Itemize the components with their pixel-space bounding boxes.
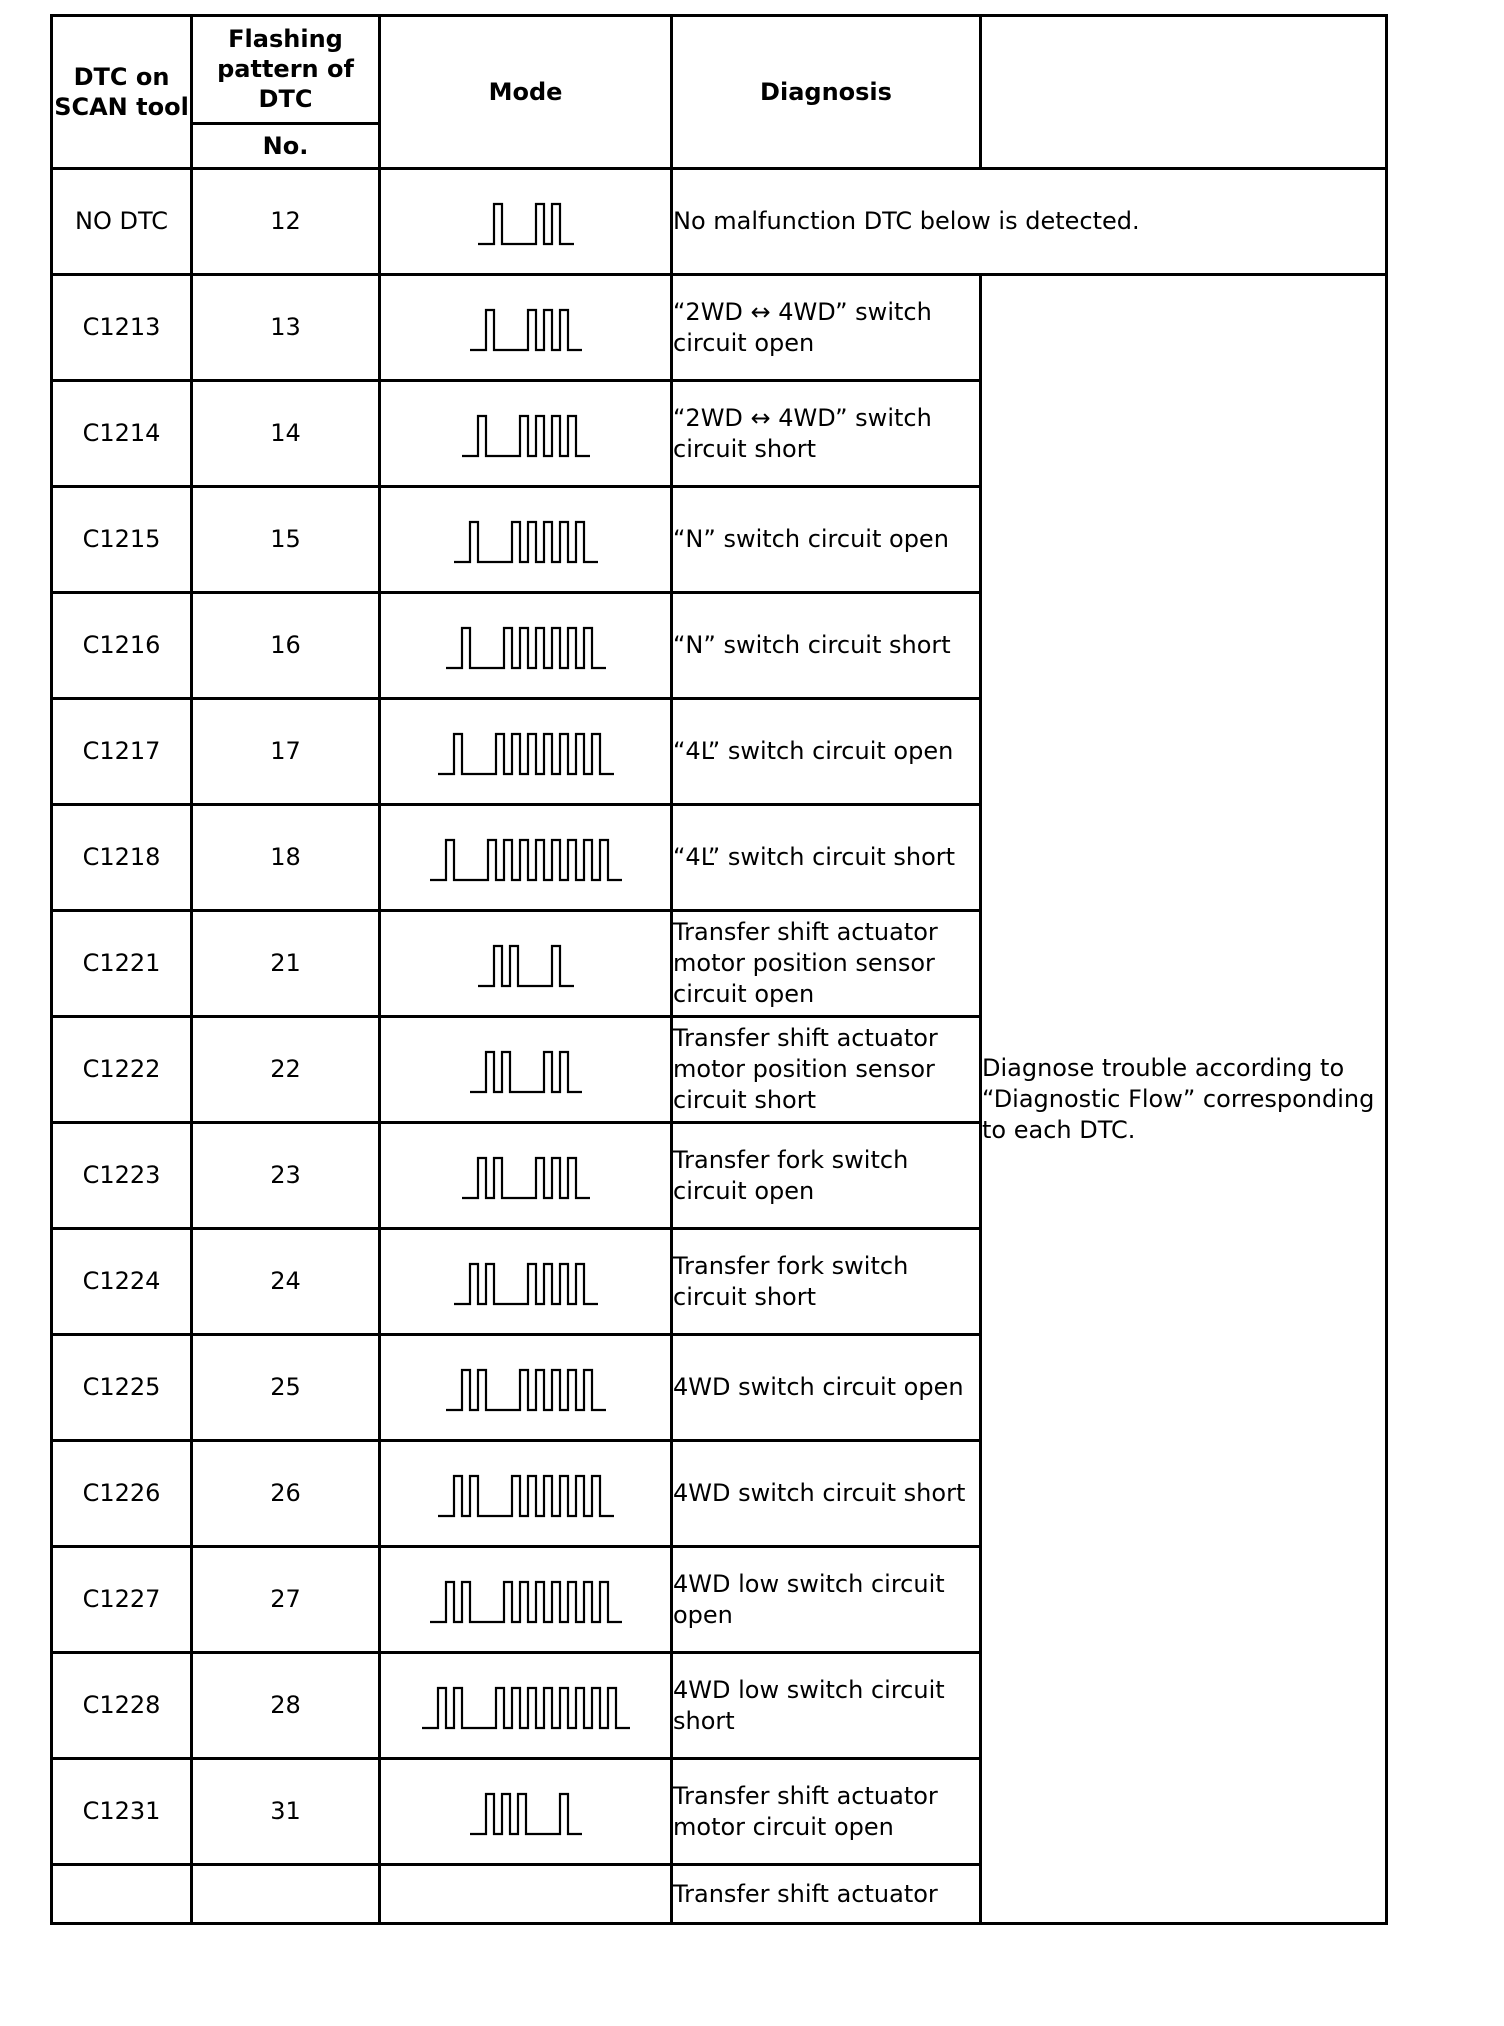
flash-pattern-diagram: [396, 1252, 656, 1312]
diagnosis-text: Transfer shift actuator motor circuit open: [672, 1759, 981, 1865]
flash-number: 16: [192, 593, 380, 699]
header-no: No.: [192, 123, 380, 168]
waveform-line: [454, 1264, 598, 1304]
header-mode: Mode: [380, 16, 672, 169]
diagnosis-text: Transfer shift actuator: [672, 1865, 981, 1924]
flash-pattern-cell: [380, 1759, 672, 1865]
waveform-line: [446, 1370, 606, 1410]
waveform-line: [462, 1158, 590, 1198]
diagnosis-text: Transfer fork switch circuit open: [672, 1123, 981, 1229]
flash-number: 14: [192, 381, 380, 487]
flash-number: 15: [192, 487, 380, 593]
flash-pattern-diagram: [396, 1146, 656, 1206]
dtc-code: NO DTC: [52, 169, 192, 275]
waveform-line: [470, 1052, 582, 1092]
dtc-code: C1228: [52, 1653, 192, 1759]
diagnosis-text: No malfunction DTC below is detected.: [672, 169, 1387, 275]
dtc-code: C1215: [52, 487, 192, 593]
table-row: [52, 169, 1387, 275]
dtc-code: C1222: [52, 1017, 192, 1123]
flash-number: 17: [192, 699, 380, 805]
flash-number: 26: [192, 1441, 380, 1547]
flash-pattern-cell: [380, 1441, 672, 1547]
waveform-line: [430, 1582, 622, 1622]
diagnosis-text: “4L” switch circuit open: [672, 699, 981, 805]
flash-number: 24: [192, 1229, 380, 1335]
flash-pattern-diagram: [396, 934, 656, 994]
flash-pattern-diagram: [396, 404, 656, 464]
diagnosis-text: “N” switch circuit short: [672, 593, 981, 699]
flash-pattern-cell: [380, 805, 672, 911]
dtc-table-body: [52, 169, 1387, 1924]
waveform-line: [438, 734, 614, 774]
header-dtc: DTC on SCAN tool: [52, 16, 192, 169]
diagnosis-text: “4L” switch circuit short: [672, 805, 981, 911]
waveform-line: [454, 522, 598, 562]
flash-pattern-cell: [380, 381, 672, 487]
diagnosis-text: 4WD low switch circuit open: [672, 1547, 981, 1653]
flash-number: 22: [192, 1017, 380, 1123]
diagnosis-text: Transfer fork switch circuit short: [672, 1229, 981, 1335]
flash-pattern-cell: [380, 169, 672, 275]
flash-pattern-cell: [380, 911, 672, 1017]
flash-pattern-diagram: [396, 1676, 656, 1736]
waveform-line: [446, 628, 606, 668]
dtc-code: C1223: [52, 1123, 192, 1229]
header-blank: [981, 16, 1387, 169]
dtc-code: [52, 1865, 192, 1924]
waveform-line: [438, 1476, 614, 1516]
flash-number: 21: [192, 911, 380, 1017]
header-flashing: Flashing pattern of DTC: [192, 16, 380, 124]
waveform-line: [478, 946, 574, 986]
dtc-code: C1214: [52, 381, 192, 487]
flash-pattern-diagram: [396, 1040, 656, 1100]
flash-pattern-diagram: [396, 510, 656, 570]
diagnosis-text: 4WD switch circuit short: [672, 1441, 981, 1547]
waveform-line: [470, 1794, 582, 1834]
flash-number: 13: [192, 275, 380, 381]
flash-pattern-cell: [380, 1123, 672, 1229]
diagnosis-text: Transfer shift actuator motor position sensor circuit short: [672, 1017, 981, 1123]
dtc-code: C1213: [52, 275, 192, 381]
flash-pattern-diagram: [396, 192, 656, 252]
flash-number: [192, 1865, 380, 1924]
flash-pattern-cell: [380, 1865, 672, 1924]
flash-pattern-cell: [380, 1335, 672, 1441]
header-diagnosis: Diagnosis: [672, 16, 981, 169]
flash-number: 23: [192, 1123, 380, 1229]
flash-pattern-cell: [380, 275, 672, 381]
flash-pattern-cell: [380, 487, 672, 593]
dtc-code: C1218: [52, 805, 192, 911]
waveform-line: [470, 310, 582, 350]
waveform-line: [478, 204, 574, 244]
dtc-table-page: [50, 14, 1385, 1925]
flash-pattern-diagram: [396, 828, 656, 888]
waveform-line: [430, 840, 622, 880]
table-row: [52, 275, 1387, 381]
dtc-code: C1225: [52, 1335, 192, 1441]
dtc-code: C1231: [52, 1759, 192, 1865]
flash-number: 27: [192, 1547, 380, 1653]
waveform-line: [422, 1688, 630, 1728]
flash-pattern-diagram: [396, 298, 656, 358]
dtc-code: C1226: [52, 1441, 192, 1547]
flash-pattern-cell: [380, 1653, 672, 1759]
dtc-table: [50, 14, 1388, 1925]
flash-pattern-diagram: [396, 1464, 656, 1524]
flash-number: 18: [192, 805, 380, 911]
flash-pattern-diagram: [396, 1782, 656, 1842]
dtc-code: C1224: [52, 1229, 192, 1335]
flash-pattern-diagram: [396, 722, 656, 782]
diagnosis-text: Transfer shift actuator motor position sensor circuit open: [672, 911, 981, 1017]
waveform-line: [462, 416, 590, 456]
flash-pattern-cell: [380, 593, 672, 699]
flash-pattern-cell: [380, 1547, 672, 1653]
flash-pattern-cell: [380, 699, 672, 805]
flash-pattern-cell: [380, 1229, 672, 1335]
diagnosis-text: “2WD ↔ 4WD” switch circuit open: [672, 275, 981, 381]
flash-number: 28: [192, 1653, 380, 1759]
dtc-code: C1221: [52, 911, 192, 1017]
action-text: Diagnose trouble according to “Diagnostic Flow” corresponding to each DTC.: [981, 275, 1387, 1924]
diagnosis-text: 4WD low switch circuit short: [672, 1653, 981, 1759]
flash-number: 31: [192, 1759, 380, 1865]
flash-pattern-diagram: [396, 1570, 656, 1630]
flash-pattern-diagram: [396, 1358, 656, 1418]
diagnosis-text: “2WD ↔ 4WD” switch circuit short: [672, 381, 981, 487]
dtc-code: C1216: [52, 593, 192, 699]
diagnosis-text: “N” switch circuit open: [672, 487, 981, 593]
dtc-code: C1227: [52, 1547, 192, 1653]
flash-pattern-diagram: [396, 616, 656, 676]
dtc-code: C1217: [52, 699, 192, 805]
flash-number: 12: [192, 169, 380, 275]
flash-pattern-cell: [380, 1017, 672, 1123]
flash-number: 25: [192, 1335, 380, 1441]
diagnosis-text: 4WD switch circuit open: [672, 1335, 981, 1441]
